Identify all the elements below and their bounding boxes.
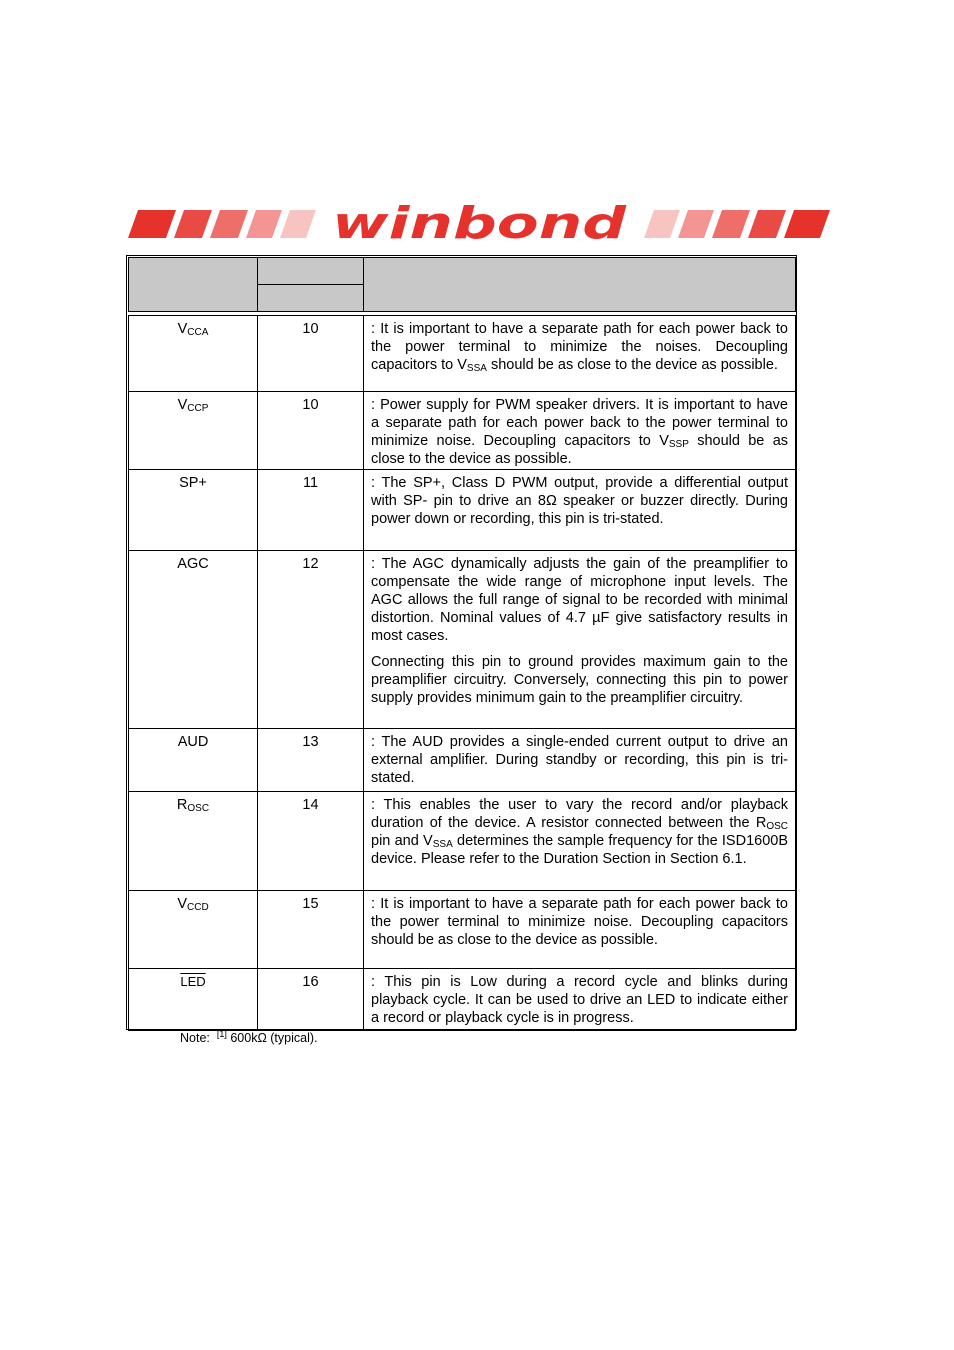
pin-description-cell: : The AGC dynamically adjusts the gain of the preamplifier to compensate the wide range of microphone input levels. The AGC allows the full range of signal to be recorded with minimal distortion. Nominal values of 4.7 µF give satisfactory results in most cases. Connecting this pin to ground provides maximum gain to the preamplifier circuitry. Conversely, connecting this pin to power supply provides minimum gain to the preamplifier circuitry. [364, 551, 796, 729]
pin-number-cell: 10 [258, 316, 364, 392]
pin-description-cell: : It is important to have a separate path for each power back to the power terminal to minimize the noises. Decoupling capacitors to $V_{SSA}$ should be as close to the device as possible. [364, 316, 796, 392]
pin-name-cell: $V_{CCP}$ [129, 392, 258, 470]
pin-description-cell: : This pin is Low during a record cycle and blinks during playback cycle. It can be used to drive an LED to indicate either a record or playback cycle is in progress. [364, 969, 796, 1031]
header-cell-pin-no [258, 258, 364, 285]
pin-number-cell: 13 [258, 729, 364, 792]
pin-number-cell: 11 [258, 470, 364, 551]
pin-description-cell: : This enables the user to vary the record and/or playback duration of the device. A resistor connected between the $R_{OSC}$ pin and $V_{SSA}$ determines the sample frequency for the ISD1600B device. Please refer to the Duration Section in Section 6.1. [364, 792, 796, 891]
table-row [129, 969, 796, 1031]
svg-text:winbond: winbond [332, 198, 627, 242]
table-row [129, 729, 796, 792]
pin-name-cell: $V_{CCD}$ [129, 891, 258, 969]
pin-name-cell: $V_{CCA}$ [129, 316, 258, 392]
pin-name-cell: $R_{OSC}$ [129, 792, 258, 891]
pin-number-cell: 16 [258, 969, 364, 1031]
pin-number-cell: 10 [258, 392, 364, 470]
table-row [129, 392, 796, 470]
pin-number-cell: 15 [258, 891, 364, 969]
pin-description-table [126, 255, 797, 1030]
table-header-row [129, 258, 796, 285]
pin-name-cell: AUD [129, 729, 258, 792]
pin-description-cell: : The SP+, Class D PWM output, provide a differential output with SP- pin to drive an 8Ω speaker or buzzer directly. During power down or recording, this pin is tri-stated. [364, 470, 796, 551]
pin-number-cell: 14 [258, 792, 364, 891]
table-row [129, 316, 796, 392]
pin-name-cell: AGC [129, 551, 258, 729]
pin-number-cell: 12 [258, 551, 364, 729]
table-note: Note: [1] 600kΩ (typical). [180, 1029, 318, 1045]
winbond-logo [124, 198, 832, 242]
header-cell-pin-no-sub [258, 285, 364, 312]
pin-description-cell: : Power supply for PWM speaker drivers. It is important to have a separate path for each power back to the power terminal to minimize noise. Decoupling capacitors to $V_{SSP}$ should be as close to the device as possible. [364, 392, 796, 470]
table-row [129, 891, 796, 969]
table-row [129, 792, 796, 891]
header-cell-function [364, 258, 796, 312]
pin-description-cell: : It is important to have a separate path for each power back to the power terminal to minimize noise. Decoupling capacitors should be as close to the device as possible. [364, 891, 796, 969]
pin-name-cell: SP+ [129, 470, 258, 551]
header-cell-pin-name [129, 258, 258, 312]
table-row [129, 551, 796, 729]
table-row [129, 470, 796, 551]
pin-description-cell: : The AUD provides a single-ended current output to drive an external amplifier. During standby or recording, this pin is tri-stated. [364, 729, 796, 792]
pin-name-cell: $\overline{LED}$ [129, 969, 258, 1031]
